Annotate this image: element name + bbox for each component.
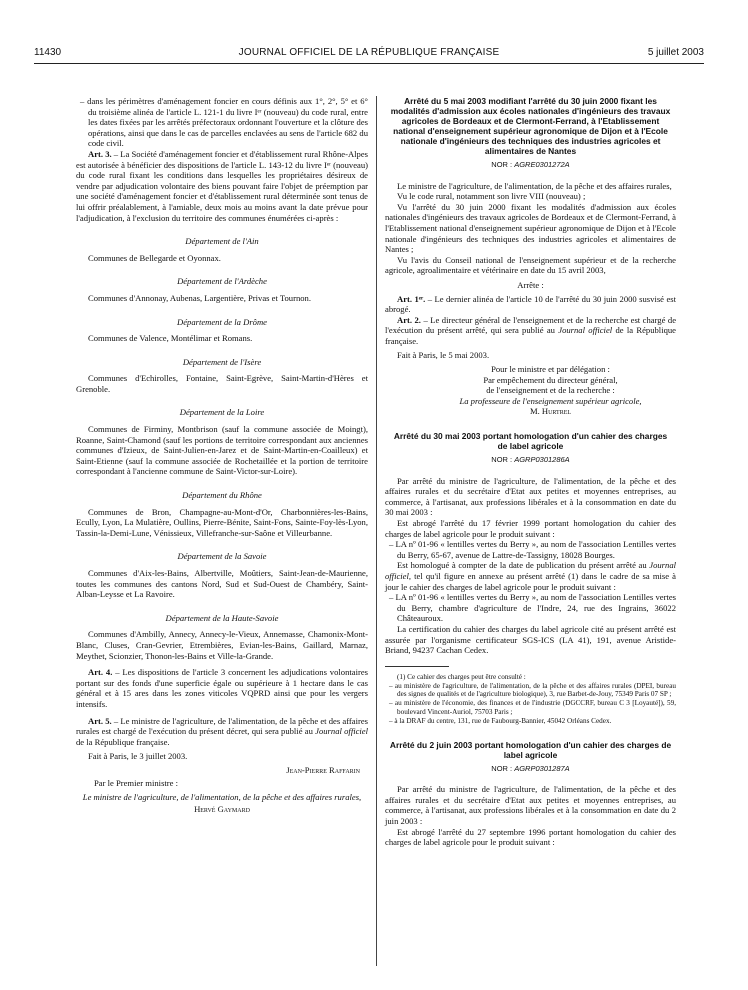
- arrete-1-visa: Vu l'arrêté du 30 juin 2000 fixant les modalités d'admission aux écoles nationales d'ingénieurs des travaux agricoles de Bordeaux et de Clermont-Ferrand, à l'Etablissement national d'enseignement supérieur agronomique de Dijon et à l'Ecole nationale d'ingénieurs des techniques des industries agricoles et alimentaires de Nantes ;: [385, 201, 676, 255]
- arrete-1-visa: Le ministre de l'agriculture, de l'alimentation, de la pêche et des affaires rurales,: [397, 180, 672, 191]
- arrete-2-para-3: Est homologué à compter de la date de publication du présent arrêté au Journal officiel, tel qu'il figure en annexe au présent arrêté (1) dans le cadre de sa mise à jour le cahier des charges de label agricole pour le produit suivant :: [385, 560, 676, 592]
- page-number: 11430: [34, 47, 62, 58]
- arrete-3-nor: NOR : AGRP0301287A: [491, 763, 570, 773]
- sig-line-3: de l'enseignement et de la recherche :: [486, 385, 615, 396]
- arrete-1-arrete: Arrête :: [517, 279, 544, 290]
- issue-date: 5 juillet 2003: [647, 47, 704, 58]
- article-4-text: – Les dispositions de l'article 3 concernent les adjudications volontaires portant sur des fonds d'une superficie égale ou supérieure à 1 hectare dans le cas général et à 15 ares dans les zones viticoles VQPRD ainsi que pour les vergers intensifs.: [76, 667, 368, 709]
- arrete-2-para-2: Est abrogé l'arrêté du 17 février 1999 portant homologation du cahier des charges de label agricole pour le produit suivant :: [385, 518, 676, 539]
- department-heading: Département de l'Ain: [185, 236, 259, 247]
- arrete-1-visas: [385, 181, 676, 276]
- arrete-3-title: Arrêté du 2 juin 2003 portant homologation d'un cahier des charges de label agricole: [389, 739, 672, 760]
- department-heading: Département de la Haute-Savoie: [165, 612, 279, 623]
- footnote-item: – au ministère de l'agriculture, de l'alimentation, de la pêche et des affaires rurales (DPEI, bureau des signes de qualités et de l'agriculture biologique), 3, rue Barbet-de-Jouy, 75349 Paris 07 SP ;: [389, 681, 676, 699]
- article-4-label: Art. 4.: [88, 667, 113, 678]
- column-divider: [376, 96, 377, 966]
- footnote-rule: [385, 666, 449, 667]
- department-list: [76, 236, 368, 661]
- arrete-2-para-4: La certification du cahier des charges du label agricole cité au présent arrêté est assurée par l'organisme certificateur SGS-ICS (LA 41), 191, avenue Aristide-Briand, 94237 Cachan Cedex.: [385, 623, 676, 656]
- sig-line-2: Par empêchement du directeur général,: [483, 374, 618, 385]
- arrete-1-signature: [385, 364, 676, 417]
- footnote-item: – à la DRAF du centre, 131, rue de Faubourg-Bannier, 45042 Orléans Cedex.: [389, 716, 612, 725]
- department-heading: Département de l'Ardèche: [177, 276, 267, 287]
- department-communes: Communes de Valence, Montélimar et Romans.: [88, 333, 253, 344]
- article-5-label: Art. 5.: [88, 715, 112, 726]
- page-header: [34, 44, 704, 60]
- article-5: [76, 716, 368, 748]
- left-column: [76, 96, 368, 814]
- right-column: [385, 96, 676, 848]
- department-heading: Département de l'Isère: [182, 356, 262, 367]
- department-communes: Communes de Bellegarde et Oyonnax.: [88, 252, 221, 263]
- department-heading: Département de la Drôme: [177, 316, 267, 327]
- arrete-3-para-1: Par arrêté du ministre de l'agriculture, de l'alimentation, de la pêche et des affaires rurales et du secrétaire d'Etat aux petites et moyennes entreprises, au commerce, à l'artisanat, aux professions libérales et à la consommation en date du 2 juin 2003 :: [385, 784, 676, 826]
- arrete-3-para-2: Est abrogé l'arrêté du 27 septembre 1996 portant homologation du cahier des charges de label agricole pour le produit suivant :: [385, 826, 676, 848]
- article-5-journal: Journal officiel: [315, 726, 368, 737]
- article-4: [76, 667, 368, 709]
- arrete-1-article-2: Art. 2. – Le directeur général de l'enseignement et de la recherche est chargé de l'exécution du présent arrêté, qui sera publié au Journal officiel de la République française.: [385, 314, 677, 346]
- sig-name: M. Hurtrel: [529, 406, 572, 417]
- header-rule: [34, 63, 704, 64]
- arrete-1-nor: NOR : AGRE0301272A: [491, 160, 570, 169]
- arrete-1-visa: Vu l'avis du Conseil national de l'enseignement supérieur et de la recherche agricole, agroalimentaire et vétérinaire en date du 15 avril 2003,: [385, 254, 676, 276]
- arrete-2-nor-code: AGRP0301286A: [514, 455, 570, 465]
- department-communes: Communes d'Echirolles, Fontaine, Saint-Egrève, Saint-Martin-d'Hères et Grenoble.: [76, 373, 368, 394]
- sig-line-4: La professeure de l'enseignement supérieur agricole,: [459, 395, 642, 406]
- signatory-name: Jean-Pierre Raffarin: [286, 764, 360, 775]
- done-at-paris: Fait à Paris, le 3 juillet 2003.: [88, 751, 188, 762]
- arrete-1-article-1: Art. 1ᵉʳ. – Le dernier alinéa de l'article 10 de l'arrêté du 30 juin 2000 susvisé est abrogé.: [385, 293, 676, 315]
- article-5-text-b: de la République française.: [76, 736, 170, 747]
- arrete-1-done: Fait à Paris, le 5 mai 2003.: [397, 349, 490, 360]
- arrete-2-dash-1: – LA nº 01-96 « lentilles vertes du Berry », au nom de l'association Lentilles vertes du Berry, 65-67, avenue de Lattre-de-Tassigny, 18028 Bourges.: [389, 539, 676, 560]
- arrete-2-title: Arrêté du 30 mai 2003 portant homologation d'un cahier des charges de label agricole: [393, 431, 668, 452]
- arrete-3-nor-code: AGRP0301287A: [514, 763, 570, 773]
- arrete-2-nor: NOR : AGRP0301286A: [491, 455, 570, 465]
- sig-line-1: Pour le ministre et par délégation :: [491, 364, 610, 375]
- arrete-2-para-1: Par arrêté du ministre de l'agriculture, de l'alimentation, de la pêche et des affaires rurales et du secrétaire d'Etat aux petites et moyennes entreprises, au commerce, à l'artisanat, aux professions libérales et à la consommation en date du 30 mai 2003 :: [385, 475, 676, 518]
- arrete-2-dash-2: – LA nº 01-96 « lentilles vertes du Berry », au nom de l'association Lentilles vertes du Berry, chambre d'agriculture de l'Indre, 24, rue des Ingrains, 36022 Châteauroux.: [389, 592, 676, 624]
- department-communes: Communes d'Aix-les-Bains, Albertville, Moûtiers, Saint-Jean-de-Maurienne, toutes les communes des cantons Nord, Sud et Sud-Ouest de Chambéry, Saint-Alban-Leysse et La Ravoire.: [76, 568, 368, 600]
- article-3: [76, 149, 368, 223]
- arrete-1-nor-code: AGRE0301272A: [514, 160, 570, 169]
- arrete-1-title: Arrêté du 5 mai 2003 modifiant l'arrêté du 30 juin 2000 fixant les modalités d'admission aux écoles nationales d'ingénieurs des travaux agricoles de Bordeaux et de Clermont-Ferrand, à l'Etablissement national d'enseignement supérieur agronomique de Dijon et à l'Ecole nationale d'ingénieurs des techniques des industries agricoles et alimentaires de Nantes: [390, 96, 671, 156]
- minister-title: Le ministre de l'agriculture, de l'alimentation, de la pêche et des affaires rurales,: [82, 792, 362, 803]
- department-communes: Communes d'Annonay, Aubenas, Largentière, Privas et Tournon.: [88, 292, 311, 303]
- journal-title: JOURNAL OFFICIEL DE LA RÉPUBLIQUE FRANÇAISE: [238, 47, 500, 58]
- department-communes: Communes de Bron, Champagne-au-Mont-d'Or, Charbonnières-les-Bains, Ecully, Lyon, La Mulatière, Oullins, Pierre-Bénite, Saint-Fons, Sainte-Foy-lès-Lyon, Tassin-la-Demi-Lune, Vénissieux, Villefranche-sur-Saône et Villeurbanne.: [76, 506, 368, 538]
- footnote-item: – au ministère de l'économie, des finances et de l'industrie (DGCCRF, bureau C 3 [Loyauté]), 59, boulevard Vincent-Auriol, 75703 Paris ;: [389, 699, 676, 716]
- footnote: [385, 673, 676, 726]
- footnote-intro: (1) Ce cahier des charges peut être consulté :: [397, 672, 526, 681]
- arrete-1-visa: Vu le code rural, notamment son livre VIII (nouveau) ;: [397, 191, 586, 202]
- article-5-text-a: – Le ministre de l'agriculture, de l'alimentation, de la pêche et des affaires rurales est chargé de l'exécution du présent décret, qui sera publié au: [76, 715, 369, 737]
- minister-name: Hervé Gaymard: [194, 803, 250, 814]
- article-3-text: – La Société d'aménagement foncier et d'établissement rural Rhône-Alpes est autorisée à bénéficier des dispositions de l'article L. 143-12 du livre Iᵉʳ (nouveau) du code rural fixant les conditions dans lesquelles les propriétaires désireux de vendre par adjudication volontaire des biens pouvant faire l'objet de préemption par une société d'aménagement foncier et d'établissement rural déterminée sont tenus de lui offrir préalablement, à l'amiable, deux mois au moins avant la date prévue pour l'adjudication, à l'exclusion du territoire des communes énumérées ci-après :: [76, 148, 369, 223]
- by-prime-minister: Par le Premier ministre :: [94, 777, 179, 788]
- department-heading: Département de la Savoie: [177, 551, 267, 562]
- department-heading: Département de la Loire: [179, 407, 265, 418]
- department-communes: Communes d'Ambilly, Annecy, Annecy-le-Vieux, Annemasse, Chamonix-Mont-Blanc, Cluses, Cran-Gevrier, Etrembières, Evian-les-Bains, Gaillard, Marnaz, Meythet, Scionzier, Thonon-les-Bains et Ville-la-Grande.: [76, 629, 368, 661]
- department-heading: Département du Rhône: [182, 490, 262, 501]
- intro-dash-item: – dans les périmètres d'aménagement foncier en cours définis aux 1°, 2°, 5° et 6° du troisième alinéa de l'article L. 121-1 du livre Iᵉʳ (nouveau) du code rural, entre les dates fixées par les arrêtés préfectoraux ordonnant l'ouverture et la clôture des opérations, ainsi que dans le cas de parcelles enclavées au sens de l'article 682 du code civil.: [80, 96, 368, 149]
- department-communes: Communes de Firminy, Montbrison (sauf la commune associée de Moingt), Roanne, Saint-Chamond (sauf les portions de territoire correspondant aux anciennes communes d'Izieux, de Saint-Julien-en-Jarez et de Saint-Martin-en-Coailleux) et Saint-Etienne (sauf la commune associée de Rochetaillée et la portion de territoire correspondant à l'ancienne commune de Saint-Victor-sur-Loire).: [76, 424, 368, 477]
- article-3-label: Art. 3.: [88, 148, 112, 159]
